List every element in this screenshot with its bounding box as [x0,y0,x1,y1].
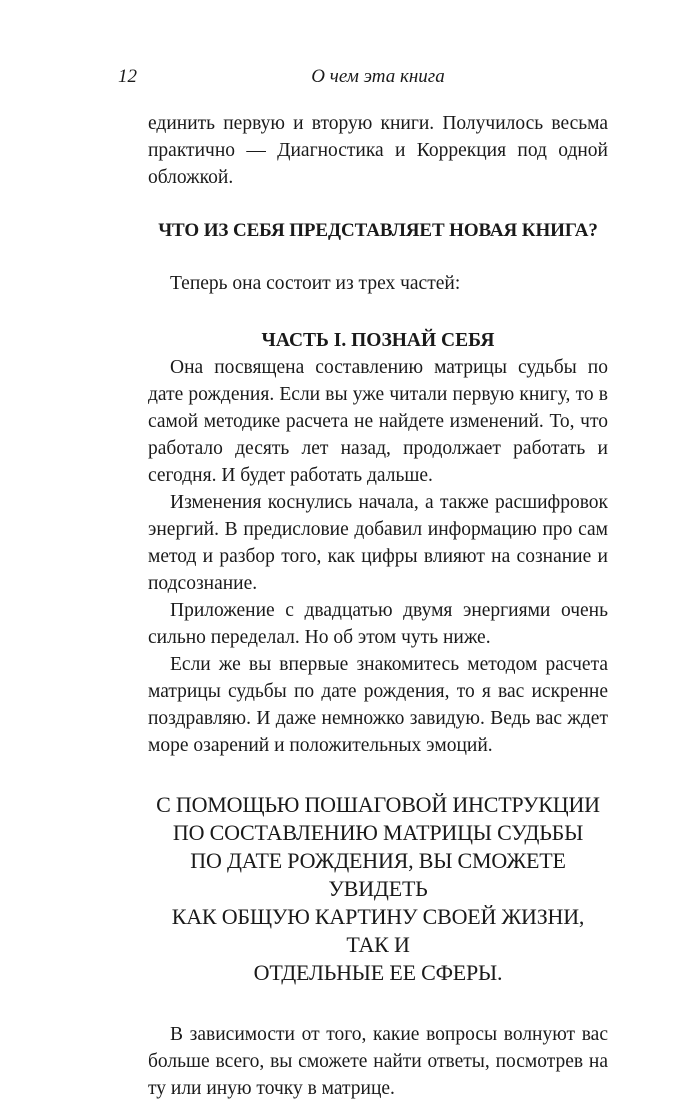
running-header [118,62,608,92]
continuation-paragraph: единить первую и вторую книги. Получилось весьма практично — Диагностика и Коррекция под одной обложкой. [148,113,608,188]
part-title: ЧАСТЬ I. ПОЗНАЙ СЕБЯ [261,330,495,351]
paragraph-2: Изменения коснулись начала, а также расшифровок энергий. В предисловие добавил информацию про сам метод и разбор того, как цифры влияют на сознание и подсознание. [148,492,608,594]
body-text [148,110,608,1102]
intro-paragraph: Теперь она состоит из трех частей: [170,273,461,294]
closing-paragraph: В зависимости от того, какие вопросы волнуют вас больше всего, вы сможете найти ответы, посмотрев на ту или иную точку в матрице. [148,1024,608,1099]
paragraph-1: Она посвящена составлению матрицы судьбы по дате рождения. Если вы уже читали первую книгу, то в самой методике расчета не найдете изменений. То, что работало десять лет назад, продолжает работать и сегодня. И будет работать дальше. [148,357,608,486]
callout-line-2: ПО СОСТАВЛЕНИЮ МАТРИЦЫ СУДЬБЫ [172,820,584,845]
paragraph-3: Приложение с двадцатью двумя энергиями очень сильно переделал. Но об этом чуть ниже. [148,600,608,648]
page-number: 12 [118,66,137,87]
callout-line-3: ПО ДАТЕ РОЖДЕНИЯ, ВЫ СМОЖЕТЕ УВИДЕТЬ [190,848,566,901]
running-title: О чем эта книга [311,66,445,87]
callout-line-1: С ПОМОЩЬЮ ПОШАГОВОЙ ИНСТРУКЦИИ [156,792,600,817]
callout-quote [148,791,608,987]
book-page [118,62,608,1102]
callout-line-4: КАК ОБЩУЮ КАРТИНУ СВОЕЙ ЖИЗНИ, ТАК И [171,904,585,957]
callout-line-5: ОТДЕЛЬНЫЕ ЕЕ СФЕРЫ. [253,960,503,985]
paragraph-4: Если же вы впервые знакомитесь методом расчета матрицы судьбы по дате рождения, то я вас искренне поздравляю. И даже немножко завидую. Ведь вас ждет море озарений и положительных эмоций. [148,654,608,756]
section-heading: ЧТО ИЗ СЕБЯ ПРЕДСТАВЛЯЕТ НОВАЯ КНИГА? [158,220,598,241]
